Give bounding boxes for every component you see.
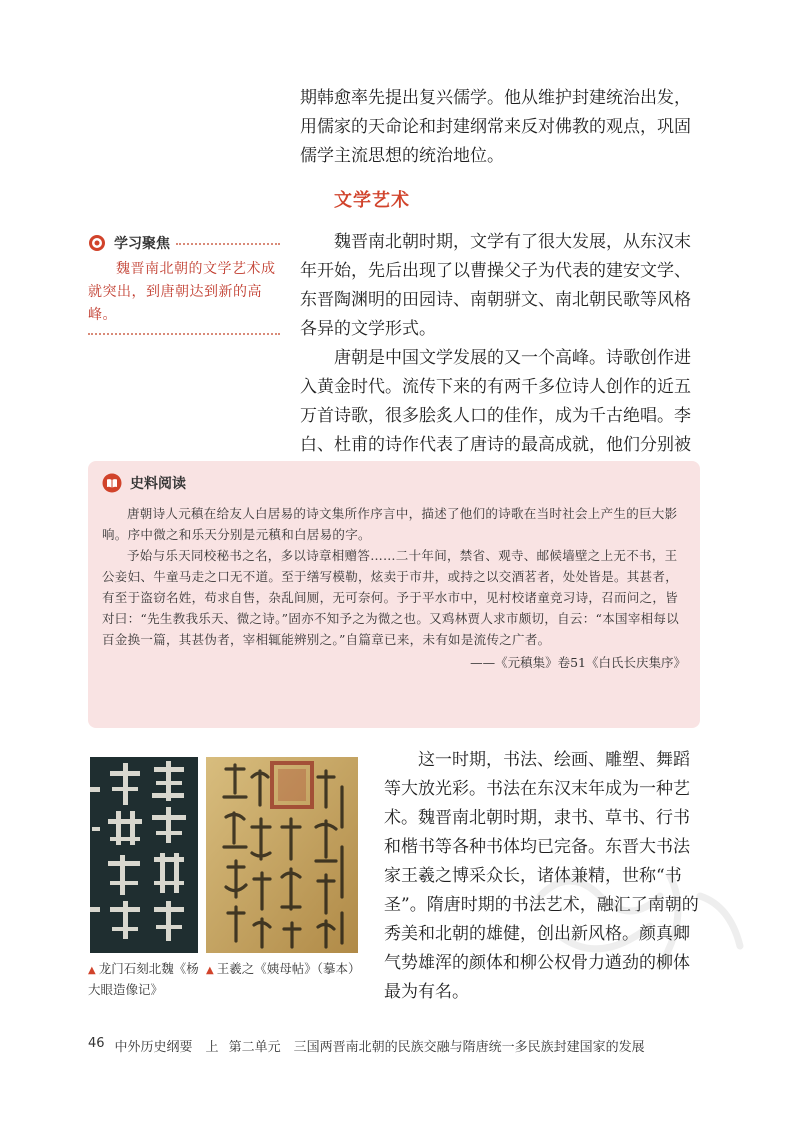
triangle-marker-icon: ▲ bbox=[88, 965, 96, 976]
learning-focus-box bbox=[88, 232, 280, 335]
source-reading-intro: 唐朝诗人元稹在给友人白居易的诗文集所作序言中，描述了他们的诗歌在当时社会上产生的巨大影响。序中微之和乐天分别是元稹和白居易的字。 bbox=[102, 506, 678, 542]
stone-rubbing-illustration bbox=[90, 757, 198, 953]
learning-focus-header bbox=[88, 232, 280, 254]
brush-stroke-watermark bbox=[520, 836, 760, 996]
intro-text: 期韩愈率先提出复兴儒学。他从维护封建统治出发，用儒家的天命论和封建纲常来反对佛教的观点，巩固儒学主流思想的统治地位。 bbox=[300, 88, 691, 166]
target-icon bbox=[88, 234, 106, 252]
intro-paragraph bbox=[300, 84, 702, 171]
paragraph-literature-tang: 唐朝是中国文学发展的又一个高峰。诗歌创作进入黄金时代。流传下来的有两千多位诗人创作的近五万首诗歌，很多脍炙人口的佳作，成为千古绝唱。李白、杜甫的诗作代表了唐诗的最高成就，他们分别被 bbox=[300, 348, 691, 455]
source-reading-title: 史料阅读 bbox=[130, 476, 186, 492]
source-reading-body bbox=[102, 503, 686, 650]
figure-caption-1 bbox=[88, 959, 200, 999]
triangle-marker-icon: ▲ bbox=[206, 965, 214, 976]
unit-title: 第二单元 三国两晋南北朝的民族交融与隋唐统一多民族封建国家的发展 bbox=[228, 1040, 645, 1055]
page-footer bbox=[88, 1036, 645, 1055]
manuscript-illustration bbox=[206, 757, 358, 953]
figure-caption-1-text: 龙门石刻北魏《杨大眼造像记》 bbox=[88, 961, 199, 997]
main-text bbox=[300, 228, 702, 489]
calligraphy-image-yang-dayan bbox=[90, 757, 198, 953]
figure-caption-2 bbox=[206, 959, 366, 980]
section-title: 文学艺术 bbox=[334, 190, 410, 211]
learning-focus-text: 魏晋南北朝的文学艺术成就突出，到唐朝达到新的高峰。 bbox=[88, 261, 276, 323]
book-title: 中外历史纲要 上 bbox=[114, 1040, 219, 1055]
dotted-divider bbox=[88, 333, 280, 335]
learning-focus-title: 学习聚焦 bbox=[114, 236, 170, 252]
book-icon bbox=[102, 473, 122, 493]
figure-caption-2-text: 王羲之《姨母帖》（摹本） bbox=[216, 961, 361, 976]
source-reading-quote: 予始与乐天同校秘书之名，多以诗章相赠答……二十年间，禁省、观寺、邮候墙壁之上无不书，王公妾妇、牛童马走之口无不道。至于缮写模勒，炫卖于市井，或持之以交酒茗者，处处皆是。其甚者，有至于盗窃名姓，苟求自售，杂乱间厕，无可奈何。予于平水市中，见村校诸童竞习诗，召而问之，皆对曰：“先生教我乐天、微之诗。”固亦不知予之为微之也。又鸡林贾人求市颇切，自云：“本国宰相每以百金换一篇，其甚伪者，宰相辄能辨别之。”自篇章已来，未有如是流传之广者。 bbox=[102, 548, 680, 647]
paragraph-literature-wei-jin: 魏晋南北朝时期，文学有了很大发展，从东汉末年开始，先后出现了以曹操父子为代表的建安文学、东晋陶渊明的田园诗、南朝骈文、南北朝民歌等风格各异的文学形式。 bbox=[300, 232, 691, 339]
source-reading-header bbox=[102, 471, 686, 495]
source-reading-panel bbox=[88, 461, 700, 728]
calligraphy-image-yimu-tie bbox=[206, 757, 358, 953]
source-citation: ——《元稹集》卷51《白氏长庆集序》 bbox=[470, 655, 686, 670]
paragraph-calligraphy: 这一时期，书法、绘画、雕塑、舞蹈等大放光彩。书法在东汉末年成为一种艺术。魏晋南北朝时期，隶书、草书、行书和楷书等各种书体均已完备。东晋大书法家王羲之博采众长，诸体兼精，世称“书圣”。隋唐时期的书法艺术，融汇了南朝的秀美和北朝的雄健，创出新风格。颜真卿气势雄浑的颜体和柳公权骨力遒劲的柳体最为有名。 bbox=[384, 750, 699, 1002]
page-number: 46 bbox=[88, 1036, 105, 1051]
dotted-divider bbox=[176, 243, 280, 245]
